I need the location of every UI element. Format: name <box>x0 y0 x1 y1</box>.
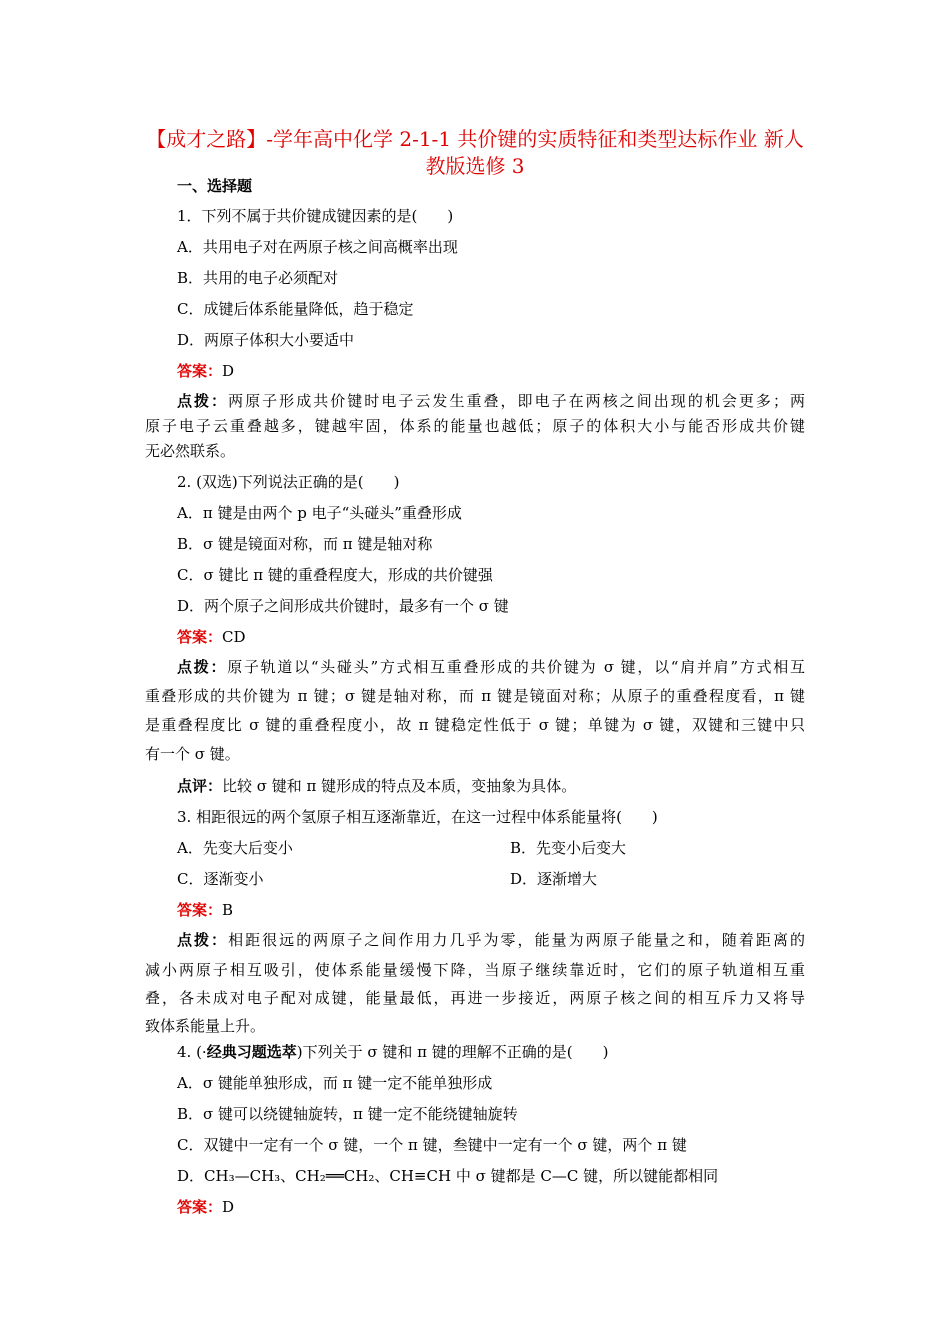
q1-option-c: C．成键后体系能量降低，趋于稳定 <box>177 300 414 318</box>
q1-note-line-1 <box>177 391 805 411</box>
note-text: 原子轨道以“头碰头”方式相互重叠形成的共价键为 σ 键，以“肩并肩”方式相互 <box>227 658 805 676</box>
q2-note-line-1 <box>177 657 805 677</box>
q3-note-line-1 <box>177 930 805 950</box>
q1-option-d: D．两原子体积大小要适中 <box>177 331 355 349</box>
q2-note-line-2: 重叠形成的共价键为 π 键；σ 键是轴对称，而 π 键是镜面对称；从原子的重叠程度看，π 键 <box>145 687 805 705</box>
q4-stem-text: )下列关于 σ 键和 π 键的理解不正确的是( ) <box>296 1043 609 1061</box>
answer-label: 答案： <box>177 901 223 919</box>
q4-stem-prefix: 4. (· <box>177 1043 207 1061</box>
answer-label: 答案： <box>177 1198 223 1216</box>
q3-option-d: D．逐渐增大 <box>510 870 598 888</box>
answer-value: B <box>222 901 234 919</box>
q3-answer <box>177 900 233 920</box>
q3-stem: 3. 相距很远的两个氢原子相互逐渐靠近，在这一过程中体系能量将( ) <box>177 808 658 826</box>
comment-label: 点评： <box>177 777 223 795</box>
section-heading: 一、选择题 <box>177 177 253 195</box>
q1-answer <box>177 361 234 381</box>
q4-option-b: B．σ 键可以绕键轴旋转，π 键一定不能绕键轴旋转 <box>177 1105 518 1123</box>
q2-option-d: D．两个原子之间形成共价键时，最多有一个 σ 键 <box>177 597 509 615</box>
note-label: 点拨： <box>177 658 228 676</box>
q2-note-line-3: 是重叠程度比 σ 键的重叠程度小，故 π 键稳定性低于 σ 键；单键为 σ 键，双键和三键中只 <box>145 716 805 734</box>
q3-note-line-3: 叠，各未成对电子配对成键，能量最低，再进一步接近，两原子核之间的相互斥力又将导 <box>145 989 805 1007</box>
q2-option-c: C．σ 键比 π 键的重叠程度大，形成的共价键强 <box>177 566 493 584</box>
q1-option-a: A．共用电子对在两原子核之间高概率出现 <box>177 238 458 256</box>
q3-note-line-4: 致体系能量上升。 <box>145 1017 266 1035</box>
answer-value: D <box>222 1198 235 1216</box>
q2-option-a: A．π 键是由两个 p 电子“头碰头”重叠形成 <box>177 504 462 522</box>
q3-note-line-2: 减小两原子相互吸引，使体系能量缓慢下降，当原子继续靠近时，它们的原子轨道相互重 <box>145 961 805 979</box>
q1-note-line-2: 原子电子云重叠越多，键越牢固，体系的能量也越低；原子的体积大小与能否形成共价键 <box>145 417 805 435</box>
q4-stem <box>177 1042 608 1062</box>
q2-comment <box>177 776 576 796</box>
q2-option-b: B．σ 键是镜面对称，而 π 键是轴对称 <box>177 535 433 553</box>
q4-answer <box>177 1197 234 1217</box>
note-label: 点拨： <box>177 931 229 949</box>
note-text: 相距很远的两原子之间作用力几乎为零，能量为两原子能量之和，随着距离的 <box>228 931 805 949</box>
q4-stem-source: 经典习题选萃 <box>206 1043 297 1061</box>
answer-label: 答案： <box>177 362 223 380</box>
q1-stem: 1．下列不属于共价键成键因素的是( ) <box>177 207 454 225</box>
q4-option-c: C．双键中一定有一个 σ 键，一个 π 键，叁键中一定有一个 σ 键，两个 π 键 <box>177 1136 687 1154</box>
q3-option-a: A．先变大后变小 <box>177 839 293 857</box>
answer-label: 答案： <box>177 628 223 646</box>
title-line-1: 【成才之路】-学年高中化学 2-1-1 共价键的实质特征和类型达标作业 新人 <box>146 127 804 151</box>
comment-text: 比较 σ 键和 π 键形成的特点及本质，变抽象为具体。 <box>222 777 577 795</box>
note-text: 两原子形成共价键时电子云发生重叠，即电子在两核之间出现的机会更多；两 <box>228 392 805 410</box>
answer-value: CD <box>222 628 246 646</box>
q1-option-b: B．共用的电子必须配对 <box>177 269 339 287</box>
q3-option-c: C．逐渐变小 <box>177 870 264 888</box>
title-line-2: 教版选修 3 <box>425 154 525 178</box>
q2-answer <box>177 627 246 647</box>
answer-value: D <box>222 362 235 380</box>
q3-option-b: B．先变小后变大 <box>510 839 627 857</box>
q4-option-a: A．σ 键能单独形成，而 π 键一定不能单独形成 <box>177 1074 493 1092</box>
note-label: 点拨： <box>177 392 229 410</box>
q4-option-d: D．CH₃—CH₃、CH₂══CH₂、CH≡CH 中 σ 键都是 C—C 键，所以键能都相同 <box>177 1167 719 1185</box>
q2-note-line-4: 有一个 σ 键。 <box>145 745 240 763</box>
q2-stem: 2. (双选)下列说法正确的是( ) <box>177 473 400 491</box>
q1-note-line-3: 无必然联系。 <box>145 442 236 460</box>
